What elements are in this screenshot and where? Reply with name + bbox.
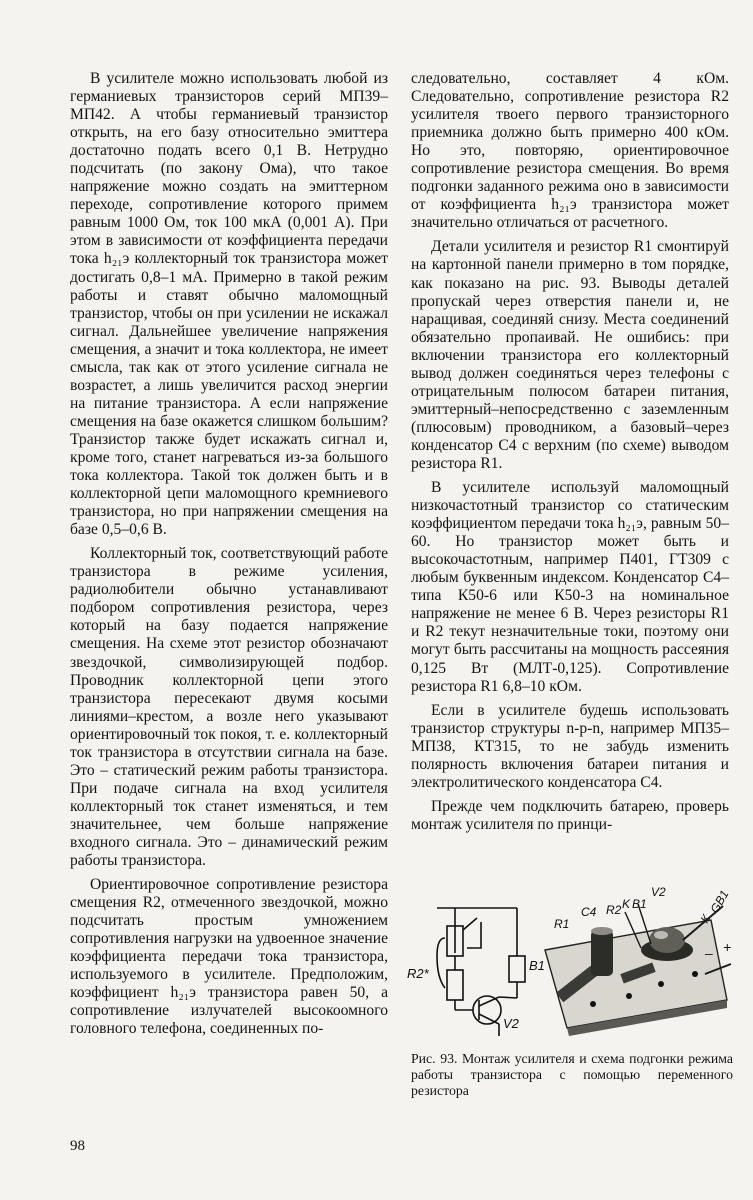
resistor-r2-symbol (447, 970, 463, 1000)
figure-illustration (405, 878, 735, 1040)
paragraph: Детали усилителя и резистор R1 смонтируй на картонной панели примерно в том порядке, как показано на рис. 93. Выводы деталей пропускай через отверстия панели и, не наращивая, соединяй снизу. Места соединений обязательно пропаивай. Не ошибись: при включении транзистора его коллекторный вывод должен соединяться через телефоны с отрицательным полюсом батареи питания, эмиттерный–непосредственно с заземленным (плюсовым) проводником, а базовый–через конденсатор С4 с верхним (по схеме) выводом резистора R1. (411, 238, 729, 472)
paragraph: следовательно, составляет 4 кОм. Следовательно, сопротивление резистора R2 усилителя твоего первого транзисторного приемника должно быть примерно 400 кОм. Но это, повторяю, ориентировочное сопротивление резистора смещения. Во время подгонки заданного режима оно в зависимости от коэффициента h₂₁э транзистора может значительно отличаться от расчетного. (411, 70, 729, 232)
label-c4: C4 (581, 905, 597, 919)
mounting-photo (545, 904, 731, 1036)
label-v2-photo: V2 (651, 885, 666, 899)
paragraph: В усилителе можно использовать любой из германиевых транзисторов серий МП39–МП42. А чтобы германиевый транзистор открыть, на его базу относительно эмиттера достаточно подать всего 0,1 В. Нетрудно подсчитать (по закону Ома), что такое напряжение можно создать на эмиттерном переходе, сопротивление которого примем равным 1000 Ом, ток 100 мкА (0,001 А). При этом в зависимости от коэффициента передачи тока h₂₁э коллекторный ток транзистора может достигать 0,8–1 мА. Примерно в такой режим работы и ставят обычно маломощный транзистор, чтобы он при усилении не искажал сигнал. Дальнейшее увеличение напряжения смещения, а значит и тока коллектора, не имеет смысла, так как от этого усиление сигнала не возрастет, а лишь увеличится расход энергии на питание транзистора. А если напряжение смещения на базе окажется слишком большим? Транзистор также будет искажать сигнал и, кроме того, станет нагреваться из-за большого тока коллектора. Такой ток должен быть и в коллекторной цепи маломощного кремниевого транзистора, но при напряжении смещения на базе 0,5–0,6 В. (70, 70, 388, 539)
label-k-gb1: К (697, 912, 714, 926)
r2-brace (437, 938, 445, 988)
label-b1: B1 (529, 958, 545, 973)
paragraph: Если в усилителе будешь использовать транзистор структуры n-p-n, например МП35–МП38, КТ315, то не забудь изменить полярность включения батареи питания и электролитического конденсатора С4. (411, 701, 729, 791)
paragraph: Прежде чем подключить батарею, проверь монтаж усилителя по принци- (411, 797, 729, 833)
paragraph: В усилителе используй маломощный низкочастотный транзистор со статическим коэффициентом передачи тока h₂₁э, равным 50–60. Но транзистор может быть и высокочастотным, например П401, ГТ309 с любым буквенным индексом. Конденсатор С4–типа К50-6 или К50-3 на номинальное напряжение не менее 6 В. Через резисторы R1 и R2 текут незначительные токи, поэтому они могут быть рассчитаны на мощность рассеяния 0,125 Вт (МЛТ-0,125). Сопротивление резистора R1 6,8–10 кОм. (411, 479, 729, 695)
paragraph: Коллекторный ток, соответствующий работе транзистора в режиме усиления, радиолюбители обычно устанавливают подбором сопротивления резистора, через который на базу подается напряжение смещения. На схеме этот резистор обозначают звездочкой, символизирующей подбор. Проводник коллекторной цепи этого транзистора пересекают двумя косыми линиями–крестом, а возле него указывают ориентировочный ток покоя, т. е. коллекторный ток транзистора в отсутствии сигнала на базе. Это – статический режим работы транзистора. При подаче сигнала на вход усилителя коллекторный ток станет изменяться, и тем значительнее, чем больше напряжение входного сигнала. Это – динамический режим работы транзистора. (70, 545, 388, 870)
transistor-v2-symbol (473, 996, 501, 1024)
figure-caption: Рис. 93. Монтаж усилителя и схема подгонки режима работы транзистора с помощью переменного резистора (411, 1051, 733, 1098)
label-v2: V2 (503, 1016, 519, 1031)
paragraph: Ориентировочное сопротивление резистора смещения R2, отмеченного звездочкой, можно подсчитать простым умножением сопротивления нагрузки на удвоенное значение коэффициента передачи тока транзистора, используемого в усилителе. Предположим, коэффициент h₂₁э транзистора равен 50, а сопротивление излучателей высокоомного головного телефона, соединенных по- (70, 876, 388, 1038)
right-column (411, 70, 729, 834)
capacitor-c4-body (591, 930, 613, 976)
label-plus: + (723, 939, 732, 955)
label-r2: R2 (606, 903, 622, 917)
label-gb1: GB1 (707, 887, 732, 916)
label-minus: – (705, 945, 713, 961)
label-k: K (622, 897, 631, 911)
label-r1: R1 (554, 917, 570, 931)
headphone-b1-symbol (509, 956, 525, 982)
figure-93 (405, 878, 735, 1040)
left-column (70, 70, 388, 1038)
label-b1-photo: B1 (632, 897, 647, 911)
label-r2-star: R2* (407, 966, 429, 981)
page-number: 98 (70, 1138, 85, 1154)
